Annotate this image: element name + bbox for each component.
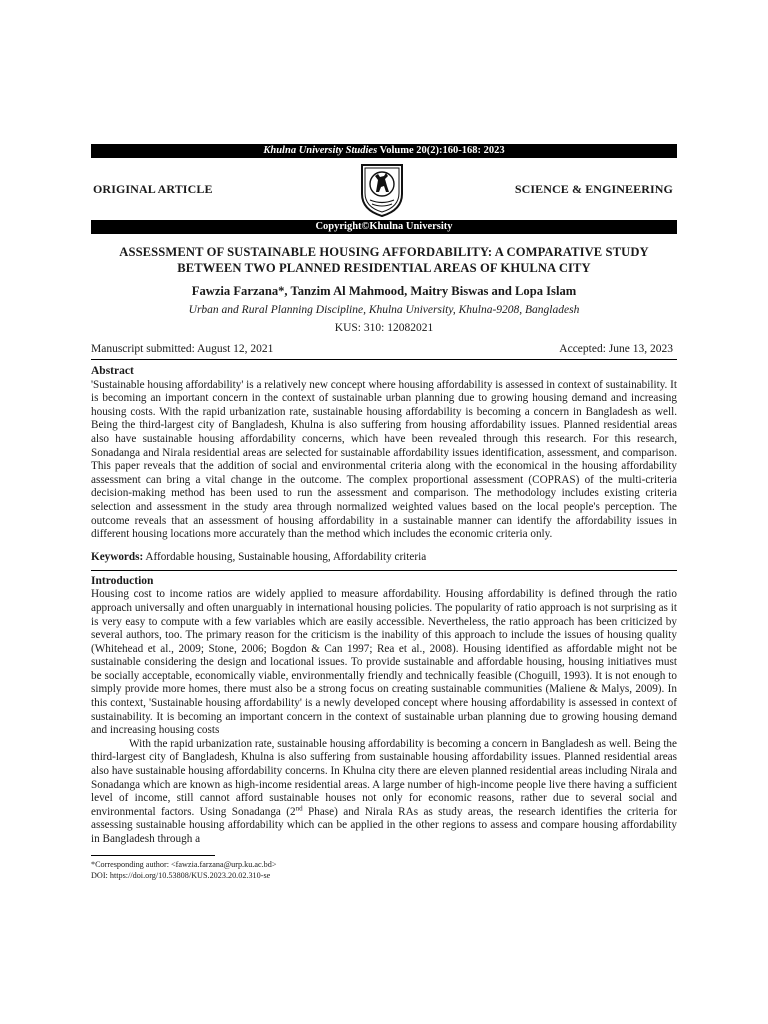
journal-banner	[91, 144, 677, 158]
article-title: ASSESSMENT OF SUSTAINABLE HOUSING AFFORDABILITY: A COMPARATIVE STUDY BETWEEN TWO PLANNED RESIDENTIAL AREAS OF KHULNA CITY	[119, 245, 649, 275]
article-type: ORIGINAL ARTICLE	[93, 182, 213, 196]
university-logo-icon	[359, 162, 405, 218]
journal-name: Khulna University Studies	[263, 145, 378, 156]
keywords-label: Keywords:	[91, 550, 144, 563]
submitted-date: Manuscript submitted: August 12, 2021	[91, 343, 274, 355]
subject-area: SCIENCE & ENGINEERING	[514, 182, 673, 196]
abstract-heading: Abstract	[91, 365, 134, 377]
corresponding-author: *Corresponding author: <fawzia.farzana@urp.ku.ac.bd>	[91, 859, 277, 869]
journal-volume: Volume 20(2):160-168: 2023	[377, 145, 505, 156]
keywords-text: Affordable housing, Sustainable housing, Affordability criteria	[143, 550, 427, 563]
kus-number: KUS: 310: 12082021	[334, 322, 434, 334]
doi-link[interactable]: DOI: https://doi.org/10.53808/KUS.2023.20.02.310-se	[91, 870, 271, 880]
article-header	[91, 158, 677, 220]
author-list: Fawzia Farzana*, Tanzim Al Mahmood, Maitry Biswas and Lopa Islam	[191, 284, 577, 298]
introduction-heading: Introduction	[91, 574, 154, 587]
abstract-text: 'Sustainable housing affordability' is a relatively new concept where housing affordability is assessed in context of sustainability. It is becoming an important concern in the context of sustainable urban planning due to growing housing demand and increasing housing costs. With the rapid urbanization rate, sustainable housing affordability is becoming a concern in Bangladesh as well. Being the third-largest city of Bangladesh, Khulna is also suffering from housing affordability issues. Planned residential areas also have sustainable housing affordability concerns, which have been revealed through this research. For this research, Sonadanga and Nirala residential areas are selected for sustainable affordability issues identification, assessment, and comparison. This paper reveals that the addition of social and environmental criteria along with the economical in the housing affordability assessment can bring a vital change in the outcome. The complex proportional assessment (COPRAS) of the multi-criteria decision-making method has been used to run the assessment and comparison. The methodology includes existing criteria selection and assessment in the study area through normalized weighted values based on the local people's perception. The outcome reveals that an assessment of housing affordability in a sustainable manner can identify the affordability issues in different housing locations more accurately than the method which includes the economic criteria only.	[91, 378, 677, 541]
intro-paragraph-1: Housing cost to income ratios are widely applied to measure affordability. Housing affordability is defined through the ratio approach universally and often unarguably in international housing policies. The popularity of ratio approach is not surprising as it is very easy to compute with a few variables which are easily accessible. Nevertheless, the ratio approach has been criticized by several authors, too. The primary reason for the criticism is the inability of this approach to include the issues of housing quality (Whitehead et al., 2009; Stone, 2006; Bogdon & Can 1997; Rea et al., 2008). Housing identified as affordable might not be sustainable considering the design and locational issues. To provide sustainable and affordable housing, housing initiatives must be socially acceptable, economically viable, environmentally friendly and technically feasible (Choguill, 1993). It is not enough to simply provide more homes, there must also be a strong focus on creating sustainable communities (Maliene & Malys, 2009). In this context, 'Sustainable housing affordability' is a newly developed concept where housing affordability is assessed in context of sustainability. It is becoming an important concern in the context of sustainable urban planning due to growing housing demand and increasing housing costs	[91, 588, 677, 737]
keywords	[91, 550, 677, 564]
manuscript-dates	[91, 343, 677, 359]
author-affiliation: Urban and Rural Planning Discipline, Khulna University, Khulna-9208, Bangladesh	[188, 304, 580, 316]
accepted-date: Accepted: June 13, 2023	[559, 343, 673, 355]
copyright-banner: Copyright©Khulna University	[91, 220, 677, 234]
footnote-rule	[91, 855, 215, 856]
abstract-top-rule	[91, 359, 677, 360]
article-page	[91, 144, 677, 881]
intro-paragraph-2: With the rapid urbanization rate, sustainable housing affordability is becoming a concern in Bangladesh as well. Being the third-largest city of Bangladesh, Khulna is also suffering from sustainable housing affordability issues. Planned residential areas also have sustainable housing affordability concerns. In Khulna city there are eleven planned residential areas including Nirala and Sonadanga which are known as high-income residential areas. A large number of high-income people live there having a sufficient level of income, still cannot afford sustainable houses not only for economic reasons, rather due to several social and environmental factors. Using Sonadanga (2nd Phase) and Nirala RAs as study areas, the research identifies the criteria for assessing sustainable housing affordability which can be applied in the other regions to assess and compare housing affordability in Bangladesh through a	[91, 737, 677, 845]
intro-top-rule	[91, 570, 677, 571]
